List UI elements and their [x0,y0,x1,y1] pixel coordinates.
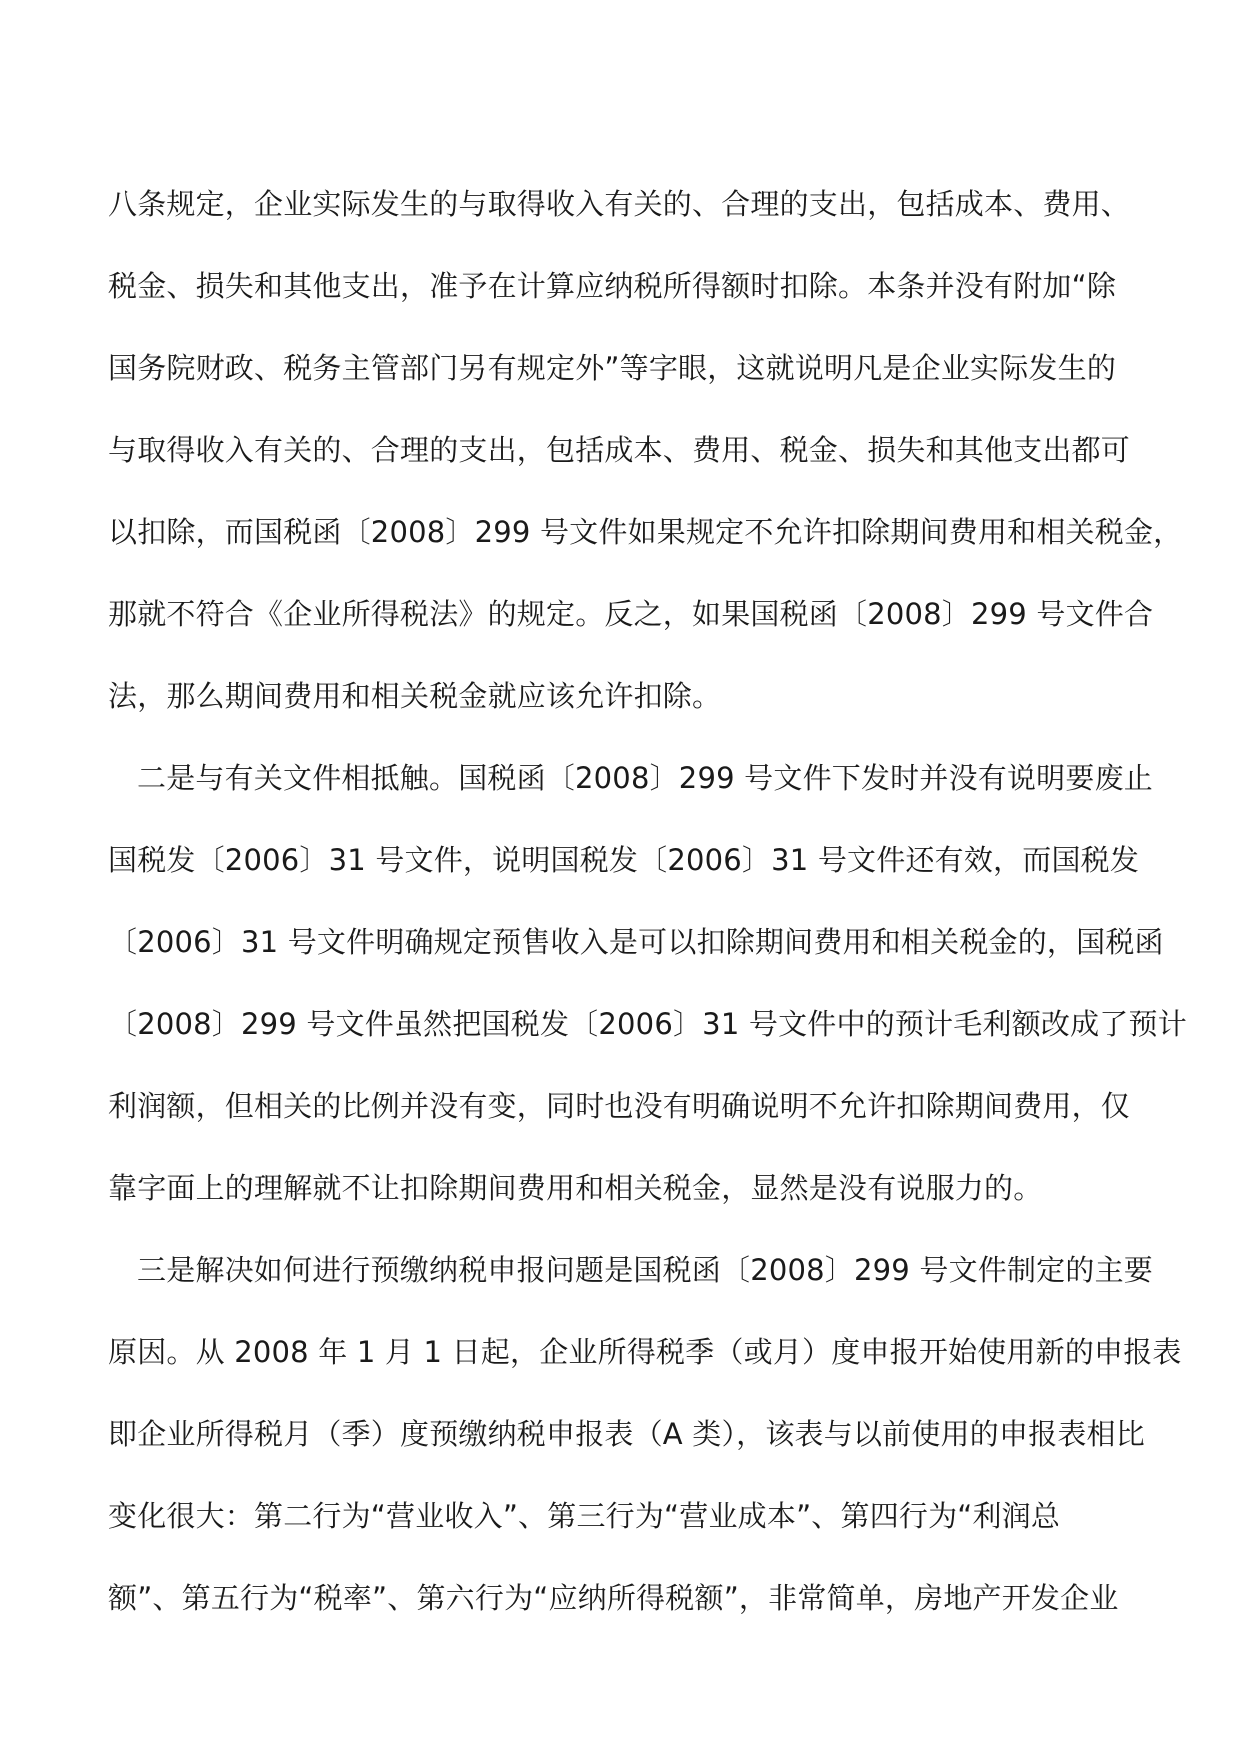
text-line: 八条规定，企业实际发生的与取得收入有关的、合理的支出，包括成本、费用、 [108,187,1131,221]
text-line: 即企业所得税月（季）度预缴纳税申报表（A 类），该表与以前使用的申报表相比 [108,1417,1145,1451]
text-line: 以扣除，而国税函〔2008〕299 号文件如果规定不允许扣除期间费用和相关税金， [108,515,1183,549]
text-line: 原因。从 2008 年 1 月 1 日起，企业所得税季（或月）度申报开始使用新的申报表 [108,1335,1182,1369]
text-line: 变化很大：第二行为“营业收入”、第三行为“营业成本”、第四行为“利润总 [108,1499,1061,1533]
text-line: 靠字面上的理解就不让扣除期间费用和相关税金，显然是没有说服力的。 [108,1171,1043,1205]
text-line: 额”、第五行为“税率”、第六行为“应纳所得税额”，非常简单，房地产开发企业 [108,1581,1119,1615]
text-line: 税金、损失和其他支出，准予在计算应纳税所得额时扣除。本条并没有附加“除 [108,269,1117,303]
text-line: 与取得收入有关的、合理的支出，包括成本、费用、税金、损失和其他支出都可 [108,433,1131,467]
body-text [108,163,1187,1639]
text-line: 二是与有关文件相抵触。国税函〔2008〕299 号文件下发时并没有说明要废止 [137,761,1153,795]
text-line: 国税发〔2006〕31 号文件，说明国税发〔2006〕31 号文件还有效，而国税发 [108,843,1140,877]
text-line: 那就不符合《企业所得税法》的规定。反之，如果国税函〔2008〕299 号文件合 [108,597,1154,631]
text-line: 利润额，但相关的比例并没有变，同时也没有明确说明不允许扣除期间费用，仅 [108,1089,1131,1123]
text-line: 〔2008〕299 号文件虽然把国税发〔2006〕31 号文件中的预计毛利额改成了预计 [108,1007,1187,1041]
text-line: 法，那么期间费用和相关税金就应该允许扣除。 [108,679,722,713]
text-line: 三是解决如何进行预缴纳税申报问题是国税函〔2008〕299 号文件制定的主要 [137,1253,1153,1287]
text-line: 国务院财政、税务主管部门另有规定外”等字眼，这就说明凡是企业实际发生的 [108,351,1117,385]
text-line: 〔2006〕31 号文件明确规定预售收入是可以扣除期间费用和相关税金的，国税函 [108,925,1164,959]
